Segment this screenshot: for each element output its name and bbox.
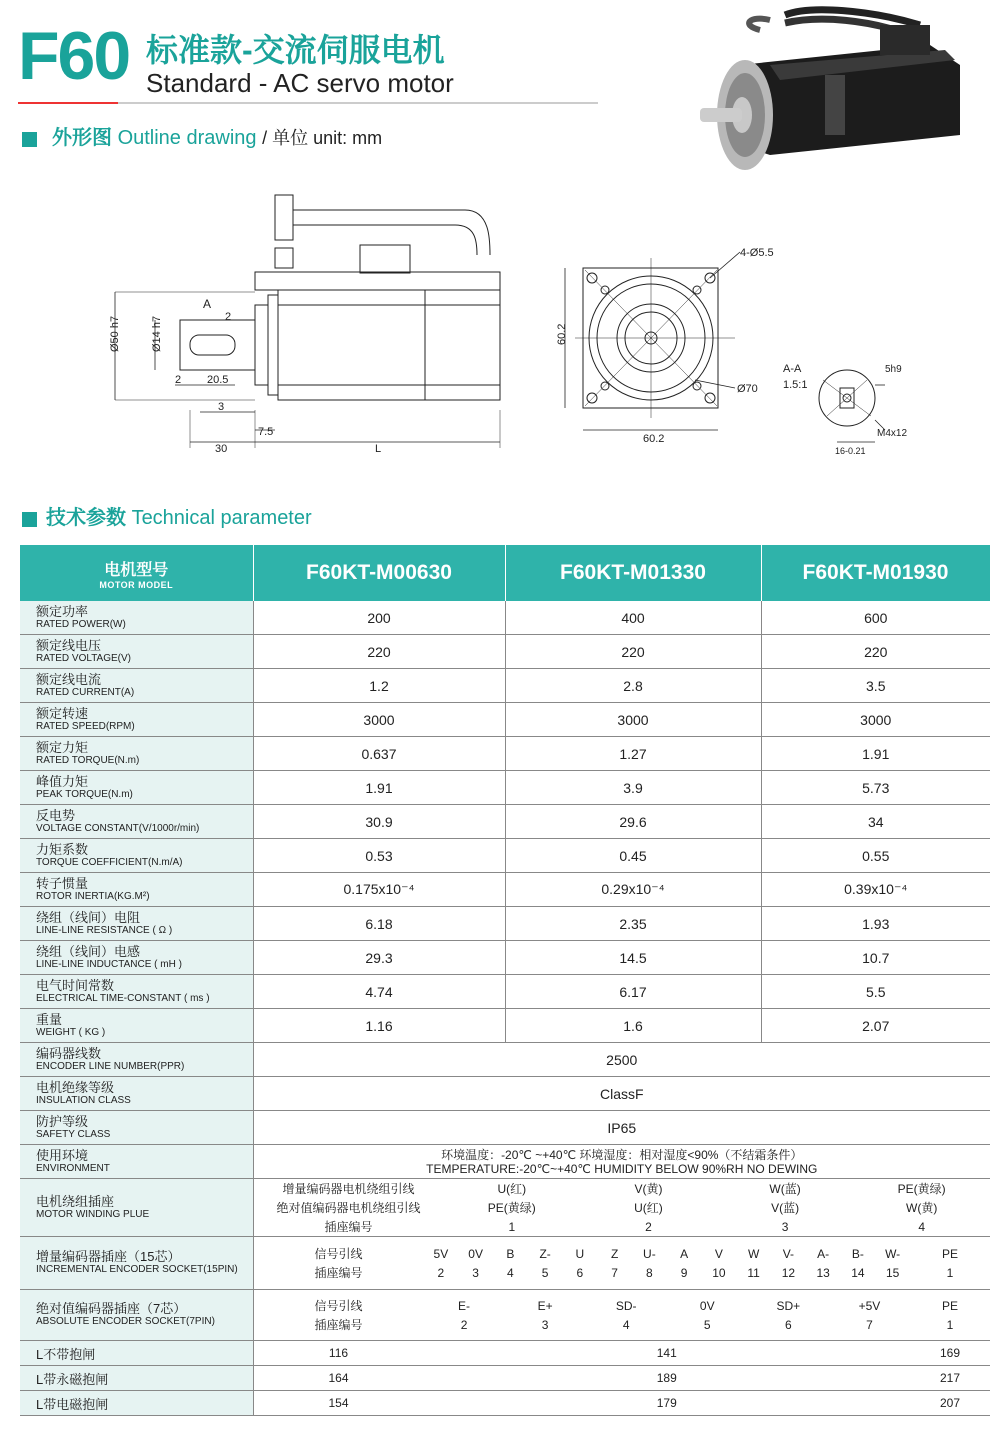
encoder-pin: 6 — [576, 1265, 584, 1280]
table-row — [20, 737, 990, 771]
encoder-signal: Z — [610, 1246, 619, 1261]
cell-value: 3.9 — [505, 771, 761, 805]
encoder-signal: SD- — [615, 1298, 637, 1313]
encoder-pin: 3 — [472, 1265, 479, 1280]
row-label-cn: 编码器线数 — [36, 1045, 102, 1061]
outline-unit: / 单位 unit: mm — [262, 128, 383, 148]
tech-title-en: Technical parameter — [131, 507, 312, 529]
length-value: 164 — [328, 1371, 349, 1385]
outline-title-cn: 外形图 — [52, 127, 112, 149]
cell-value: 34 — [761, 805, 990, 839]
absolute-encoder-row — [20, 1290, 990, 1341]
row-label-cn: 使用环境 — [36, 1147, 89, 1163]
dim-pcd-70: Ø70 — [737, 383, 758, 395]
cell-value: 5.5 — [761, 975, 990, 1009]
row-label-en: RATED VOLTAGE(V) — [36, 652, 132, 664]
cell-value: 0.637 — [253, 737, 505, 771]
dim-2-bottom: 2 — [175, 374, 182, 386]
length-value: 179 — [656, 1396, 677, 1410]
table-header-row — [20, 545, 990, 601]
cell-value: 600 — [761, 601, 990, 635]
encoder-signal: PE — [941, 1246, 958, 1261]
cell-value: 400 — [505, 601, 761, 635]
encoder-signal: B — [506, 1246, 515, 1261]
length-value: 169 — [939, 1346, 961, 1360]
title-rule — [18, 102, 598, 104]
winding-label: 增量编码器电机绕组引线 — [282, 1182, 415, 1196]
dim-7-5: 7.5 — [258, 426, 274, 438]
dim-2-top: 2 — [225, 311, 232, 323]
encoder-pin: 1 — [946, 1265, 954, 1280]
encoder-signal: A- — [817, 1246, 830, 1261]
length-label: L带永磁抱闸 — [20, 1366, 253, 1391]
table-row — [20, 703, 990, 737]
length-value: 189 — [656, 1371, 677, 1385]
table-row — [20, 839, 990, 873]
row-label-en: ROTOR INERTIA(KG.M²) — [36, 890, 150, 902]
encoder-pin: 5 — [703, 1317, 711, 1332]
cell-value: 0.55 — [761, 839, 990, 873]
winding-cell: V(蓝) — [771, 1201, 800, 1215]
header-model-2: F60KT-M01330 — [505, 545, 761, 601]
header-model-1: F60KT-M00630 — [253, 545, 505, 601]
winding-cell: PE(黄绿) — [897, 1182, 946, 1196]
encoder-signal: W — [747, 1246, 760, 1261]
encoder-signal: V- — [782, 1246, 795, 1261]
dim-thread: M4x12 — [877, 428, 908, 439]
table-row — [20, 601, 990, 635]
encoder-pin: 10 — [712, 1265, 726, 1280]
cell-value: 1.6 — [505, 1009, 761, 1043]
table-row — [20, 669, 990, 703]
row-label-en: LINE-LINE RESISTANCE ( Ω ) — [36, 924, 173, 936]
winding-label: 绝对值编码器电机绕组引线 — [276, 1201, 421, 1215]
encoder-signal: 0V — [468, 1246, 483, 1261]
row-label-cn: 额定力矩 — [36, 739, 89, 755]
encoder-signal: +5V — [858, 1298, 881, 1313]
cell-value: 3000 — [505, 703, 761, 737]
encoder-signal: 0V — [699, 1298, 715, 1313]
cell-value: 0.45 — [505, 839, 761, 873]
header-model-label — [20, 545, 253, 601]
encoder-signal: B- — [851, 1246, 864, 1261]
winding-cell: U(红) — [497, 1182, 527, 1196]
table-row — [20, 873, 990, 907]
dim-section-mark: A — [203, 297, 212, 311]
cell-value: 29.3 — [253, 941, 505, 975]
table-row — [20, 771, 990, 805]
dim-shaft-dia-14: Ø14 h7 — [151, 315, 163, 352]
row-label-en: ELECTRICAL TIME-CONSTANT ( ms ) — [36, 992, 210, 1004]
environment-row — [20, 1145, 990, 1179]
cell-value: 3000 — [253, 703, 505, 737]
cell-value: 1.93 — [761, 907, 990, 941]
table-row — [20, 1111, 990, 1145]
outline-title-en: Outline drawing — [117, 127, 257, 149]
title-en: Standard - AC servo motor — [146, 68, 454, 98]
encoder-pin: 4 — [622, 1317, 630, 1332]
encoder-pin: 6 — [785, 1317, 792, 1332]
side-view — [109, 195, 500, 455]
front-view — [556, 247, 774, 445]
encoder-label: 信号引线 — [314, 1247, 363, 1261]
row-label-en: ENVIRONMENT — [36, 1162, 110, 1174]
encoder-pin: 13 — [816, 1265, 830, 1280]
cell-value: 200 — [253, 601, 505, 635]
winding-cell: 2 — [645, 1219, 652, 1234]
encoder-pin: 15 — [885, 1265, 900, 1280]
encoder-pin: 3 — [541, 1317, 549, 1332]
cell-value: 2.8 — [505, 669, 761, 703]
winding-cell: U(红) — [634, 1201, 663, 1215]
encoder-pin: 2 — [460, 1317, 468, 1332]
winding-label: 插座编号 — [324, 1220, 373, 1234]
dim-holes: 4-Ø5.5 — [740, 247, 774, 259]
encoder-pin: 7 — [866, 1317, 873, 1332]
table-row — [20, 941, 990, 975]
winding-cell: W(蓝) — [769, 1182, 801, 1196]
dim-20-5: 20.5 — [207, 374, 229, 386]
incremental-encoder-row — [20, 1237, 990, 1290]
row-label-cn: 额定转速 — [36, 705, 89, 721]
table-row — [20, 975, 990, 1009]
encoder-pin: 9 — [680, 1265, 688, 1280]
cell-value: 1.16 — [253, 1009, 505, 1043]
encoder-signal: U- — [643, 1246, 656, 1261]
encoder-signal: Z- — [539, 1246, 551, 1261]
cell-value: 3.5 — [761, 669, 990, 703]
row-label-en: MOTOR WINDING PLUE — [36, 1208, 150, 1220]
header-model-en: MOTOR MODEL — [99, 579, 174, 590]
row-label-cn: 增量编码器插座（15芯） — [36, 1249, 181, 1264]
dim-3: 3 — [218, 401, 225, 413]
section-scale: 1.5:1 — [783, 379, 808, 391]
encoder-pin: 11 — [747, 1265, 760, 1280]
dim-flange-height: 60.2 — [556, 323, 568, 345]
row-label-en: VOLTAGE CONSTANT(V/1000r/min) — [36, 822, 200, 834]
row-label-en: INSULATION CLASS — [36, 1094, 131, 1106]
row-label-en: RATED TORQUE(N.m) — [36, 754, 140, 766]
environment-line-en: TEMPERATURE:-20℃~+40℃ HUMIDITY BELOW 90%RH NO DEWING — [426, 1161, 818, 1176]
encoder-signal: E- — [458, 1298, 471, 1313]
cell-value: 1.2 — [253, 669, 505, 703]
parameter-table — [20, 545, 991, 1416]
cell-value: 0.175x10⁻⁴ — [253, 873, 505, 907]
table-row — [20, 635, 990, 669]
cell-value: 220 — [505, 635, 761, 669]
row-label-cn: 力矩系数 — [36, 841, 89, 857]
encoder-label: 信号引线 — [314, 1299, 363, 1313]
row-label-cn: 绝对值编码器插座（7芯） — [36, 1301, 187, 1316]
encoder-pin: 2 — [437, 1265, 445, 1280]
dim-flange-width: 60.2 — [643, 433, 665, 445]
cell-value: 2.35 — [505, 907, 761, 941]
row-label-en: RATED SPEED(RPM) — [36, 720, 135, 732]
encoder-pin: 4 — [507, 1265, 514, 1280]
dim-shaft-dia-50: Ø50 h7 — [109, 315, 121, 352]
row-label-en: LINE-LINE INDUCTANCE ( mH ) — [36, 958, 182, 970]
winding-cell: W(黄) — [906, 1201, 938, 1215]
row-label-en: RATED POWER(W) — [36, 618, 126, 630]
length-value: 217 — [939, 1371, 961, 1385]
title-cn: 标准款-交流伺服电机 — [146, 32, 445, 68]
encoder-pin: 7 — [611, 1265, 618, 1280]
length-label: L带电磁抱闸 — [20, 1391, 253, 1416]
winding-cell: 1 — [508, 1219, 516, 1234]
dim-30: 30 — [215, 443, 228, 455]
winding-row — [20, 1179, 990, 1237]
length-row — [20, 1366, 990, 1391]
encoder-signal: W- — [885, 1246, 901, 1261]
cell-value: 4.74 — [253, 975, 505, 1009]
encoder-pin: 12 — [781, 1265, 796, 1280]
length-value: 141 — [656, 1346, 677, 1360]
tech-section-title — [46, 508, 312, 528]
encoder-signal: 5V — [433, 1246, 449, 1261]
cell-value: 0.53 — [253, 839, 505, 873]
row-label-cn: 转子惯量 — [36, 875, 89, 891]
row-label-en: ABSOLUTE ENCODER SOCKET(7PIN) — [36, 1316, 215, 1327]
table-row — [20, 805, 990, 839]
cell-value: 220 — [761, 635, 990, 669]
winding-cell: 3 — [781, 1219, 789, 1234]
table-row — [20, 907, 990, 941]
encoder-signal: V — [714, 1246, 723, 1261]
encoder-pin: 14 — [851, 1265, 865, 1280]
cell-value: 2500 — [253, 1043, 990, 1077]
motor-product-image — [690, 5, 970, 180]
cell-value: 14.5 — [505, 941, 761, 975]
cell-value: 29.6 — [505, 805, 761, 839]
cell-value: 220 — [253, 635, 505, 669]
encoder-signal: U — [575, 1246, 585, 1261]
cell-value: 1.27 — [505, 737, 761, 771]
encoder-signal: E+ — [537, 1298, 553, 1313]
row-label-cn: 重量 — [36, 1011, 63, 1027]
row-label-cn: 反电势 — [36, 807, 76, 823]
cell-value: 5.73 — [761, 771, 990, 805]
winding-cell: PE(黄绿) — [487, 1201, 536, 1215]
encoder-pin: 8 — [646, 1265, 653, 1280]
row-label-en: PEAK TORQUE(N.m) — [36, 788, 133, 800]
encoder-signal: A — [680, 1246, 689, 1261]
cell-value: 1.91 — [253, 771, 505, 805]
encoder-signal: PE — [941, 1298, 958, 1313]
row-label-cn: 额定线电压 — [36, 637, 102, 653]
row-label-cn: 电机绕组插座 — [36, 1193, 115, 1209]
cell-value: 6.18 — [253, 907, 505, 941]
tech-title-cn: 技术参数 — [46, 507, 126, 529]
encoder-pin: 1 — [946, 1317, 954, 1332]
cell-value: 1.91 — [761, 737, 990, 771]
length-value: 207 — [939, 1396, 961, 1410]
cell-value: 10.7 — [761, 941, 990, 975]
cell-value: 6.17 — [505, 975, 761, 1009]
tech-section-marker — [22, 512, 37, 527]
row-label-en: TORQUE COEFFICIENT(N.m/A) — [36, 856, 183, 868]
winding-table — [254, 1179, 991, 1236]
encoder-label: 插座编号 — [314, 1318, 363, 1332]
length-label: L不带抱闸 — [20, 1341, 253, 1366]
dim-L: L — [375, 443, 382, 455]
dim-keyway: 5h9 — [885, 364, 902, 375]
length-row — [20, 1391, 990, 1416]
row-label-cn: 峰值力矩 — [36, 773, 89, 789]
winding-cell: 4 — [918, 1219, 926, 1234]
cell-value: 0.29x10⁻⁴ — [505, 873, 761, 907]
winding-cell: V(黄) — [634, 1182, 663, 1196]
absolute-encoder-table — [254, 1296, 991, 1334]
length-row — [20, 1341, 990, 1366]
row-label-cn: 电气时间常数 — [36, 977, 115, 993]
encoder-pin: 5 — [541, 1265, 549, 1280]
dim-key-depth: 16-0.21 — [835, 446, 866, 456]
table-row — [20, 1043, 990, 1077]
row-label-cn: 防护等级 — [36, 1113, 89, 1129]
outline-section-title — [52, 128, 382, 148]
row-label-cn: 额定线电流 — [36, 671, 102, 687]
header-model-3: F60KT-M01930 — [761, 545, 990, 601]
cell-value: ClassF — [253, 1077, 990, 1111]
header-model-cn: 电机型号 — [104, 561, 169, 579]
outline-section-marker — [22, 132, 37, 147]
incremental-encoder-table — [254, 1244, 991, 1282]
model-code: F60 — [18, 18, 130, 94]
row-label-cn: 额定功率 — [36, 603, 89, 619]
environment-line-cn: 环境温度：-20℃ ~+40℃ 环境湿度：相对湿度<90%（不结霜条件） — [441, 1147, 803, 1162]
row-label-en: SAFETY CLASS — [36, 1128, 111, 1140]
cell-value: 0.39x10⁻⁴ — [761, 873, 990, 907]
outline-drawing — [95, 180, 915, 460]
table-row — [20, 1009, 990, 1043]
row-label-en: WEIGHT ( KG ) — [36, 1026, 106, 1038]
cell-value: 3000 — [761, 703, 990, 737]
length-value: 116 — [328, 1346, 349, 1360]
section-label: A-A — [783, 363, 802, 375]
section-view — [783, 363, 907, 456]
encoder-label: 插座编号 — [314, 1266, 363, 1280]
row-label-en: INCREMENTAL ENCODER SOCKET(15PIN) — [36, 1264, 238, 1275]
row-label-cn: 电机绝缘等级 — [36, 1079, 115, 1095]
encoder-signal: SD+ — [776, 1298, 801, 1313]
row-label-cn: 绕组（线间）电阻 — [36, 909, 141, 925]
table-row — [20, 1077, 990, 1111]
length-value: 154 — [328, 1396, 349, 1410]
row-label-en: RATED CURRENT(A) — [36, 686, 135, 698]
cell-value: IP65 — [253, 1111, 990, 1145]
row-label-cn: 绕组（线间）电感 — [36, 943, 141, 959]
cell-value: 30.9 — [253, 805, 505, 839]
cell-value: 2.07 — [761, 1009, 990, 1043]
row-label-en: ENCODER LINE NUMBER(PPR) — [36, 1060, 185, 1072]
